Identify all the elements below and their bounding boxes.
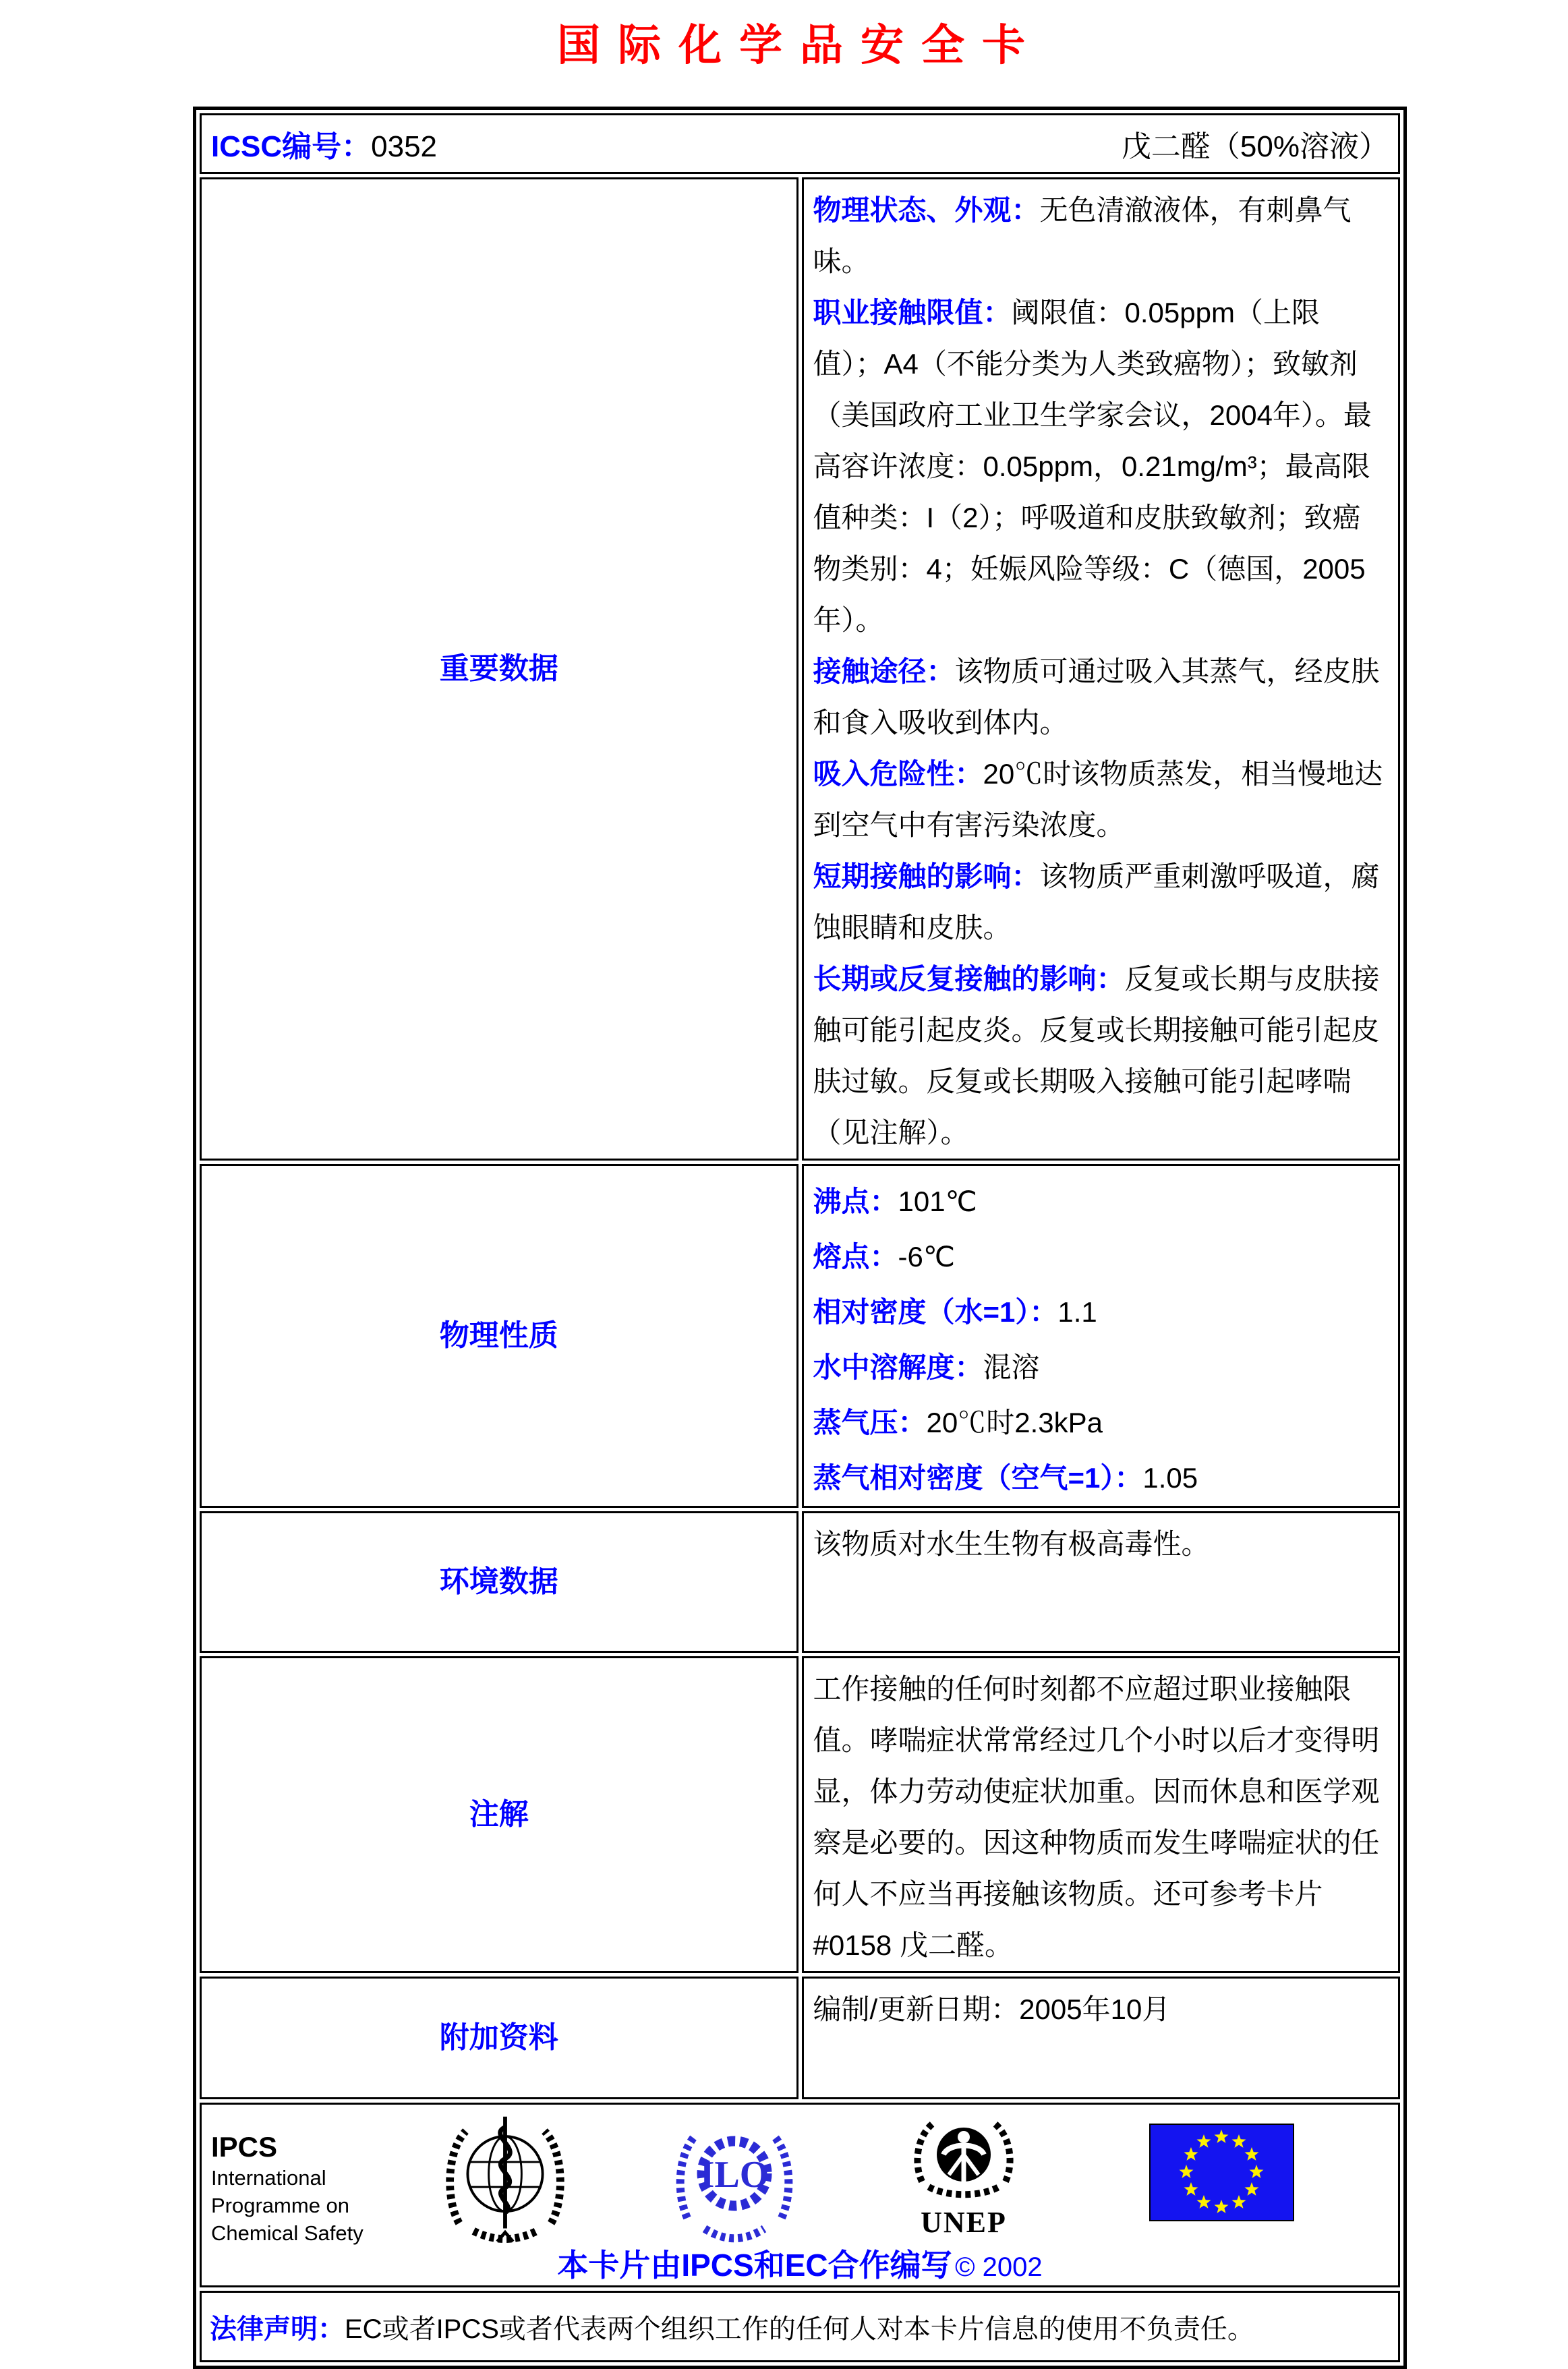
icsc-number-label: ICSC编号： (211, 130, 372, 163)
eu-flag-icon (1149, 2124, 1294, 2221)
icsc-card-table (193, 107, 1407, 2369)
data-entry: 物理状态、外观：无色清澈液体，有刺鼻气味。 (813, 194, 1352, 277)
property-entry: 相对密度（水=1）：1.1 (813, 1296, 1097, 1328)
section-label-physical-properties: 物理性质 (200, 1164, 798, 1508)
ipcs-logo (211, 2111, 413, 2247)
section-content-environmental-data: 该物质对水生生物有极高毒性。 (802, 1511, 1401, 1653)
ipcs-name-line: International (211, 2166, 326, 2190)
page-title: 国际化学品安全卡 (557, 21, 1043, 69)
credit-text: 本卡片由IPCS和EC合作编写 (557, 2248, 952, 2283)
svg-text:ILO: ILO (699, 2154, 770, 2196)
ipcs-name-line: Programme on (211, 2194, 350, 2217)
legal-text: EC或者IPCS或者代表两个组织工作的任何人对本卡片信息的使用不负责任。 (345, 2314, 1254, 2344)
data-entry: 接触途径：该物质可通过吸入其蒸气，经皮肤和食入吸收到体内。 (813, 655, 1380, 738)
important-data-row (200, 177, 1400, 1161)
data-entry: 吸入危险性：20℃时该物质蒸发，相当慢地达到空气中有害污染浓度。 (813, 758, 1383, 841)
property-entry: 蒸气压：20℃时2.3kPa (813, 1407, 1103, 1438)
property-entry: 蒸气相对密度（空气=1）：1.05 (813, 1462, 1198, 1494)
section-content-notes: 工作接触的任何时刻都不应超过职业接触限值。哮喘症状常常经过几个小时以后才变得明显，体力劳动使症状加重。因而休息和医学观察是必要的。因这种物质而发生哮喘症状的任何人不应当再接触该物质。还可参考卡片#0158 戊二醛。 (802, 1656, 1401, 1973)
ilo-logo-icon (674, 2115, 795, 2244)
chemical-name: 戊二醛（50%溶液） (1121, 130, 1389, 163)
icsc-number-field (211, 122, 437, 165)
physical-properties-row (200, 1164, 1400, 1508)
section-label-notes: 注解 (200, 1656, 798, 1973)
unep-label: UNEP (921, 2206, 1007, 2239)
environmental-data-row (200, 1511, 1400, 1653)
icsc-number-value: 0352 (371, 130, 438, 163)
footer-cell (200, 2103, 1400, 2287)
data-entry: 长期或反复接触的影响：反复或长期与皮肤接触可能引起皮炎。反复或长期接触可能引起皮肤过敏。反复或长期吸入接触可能引起哮喘（见注解）。 (813, 963, 1380, 1148)
property-entry: 沸点：101℃ (813, 1186, 977, 1217)
legal-cell (200, 2291, 1400, 2362)
copyright-text: © 2002 (955, 2252, 1043, 2282)
who-logo-icon (438, 2111, 573, 2243)
section-label-important-data: 重要数据 (200, 177, 798, 1161)
notes-row (200, 1656, 1400, 1973)
section-label-environmental-data: 环境数据 (200, 1511, 798, 1653)
footer-logos (202, 2105, 1398, 2245)
property-entry: 水中溶解度：混溶 (813, 1351, 1040, 1383)
section-content-physical-properties (802, 1164, 1401, 1508)
data-entry: 职业接触限值：阈限值：0.05ppm（上限值）；A4（不能分类为人类致癌物）；致敏剂（美国政府工业卫生学家会议，2004年）。最高容许浓度：0.05ppm，0.21mg/m³；最高限值种类：I（2）；呼吸道和皮肤致敏剂；致癌物类别：4；妊娠风险等级：C（德国，2005年）。 (813, 297, 1372, 636)
additional-info-row (200, 1977, 1400, 2099)
property-entry: 熔点：-6℃ (813, 1241, 956, 1273)
section-content-important-data (802, 177, 1401, 1161)
credit-line (202, 2241, 1398, 2285)
unep-logo-icon (910, 2111, 1018, 2240)
section-content-additional-info: 编制/更新日期：2005年10月 (802, 1977, 1401, 2099)
legal-label: 法律声明： (210, 2314, 345, 2344)
data-entry: 短期接触的影响：该物质严重刺激呼吸道，腐蚀眼睛和皮肤。 (813, 860, 1380, 943)
header-cell (200, 113, 1400, 174)
header-row (200, 113, 1400, 174)
legal-row (200, 2291, 1400, 2362)
footer-logos-row (200, 2103, 1400, 2287)
ipcs-acronym: IPCS (211, 2131, 278, 2163)
section-label-additional-info: 附加资料 (200, 1977, 798, 2099)
ipcs-name-line: Chemical Safety (211, 2221, 364, 2245)
